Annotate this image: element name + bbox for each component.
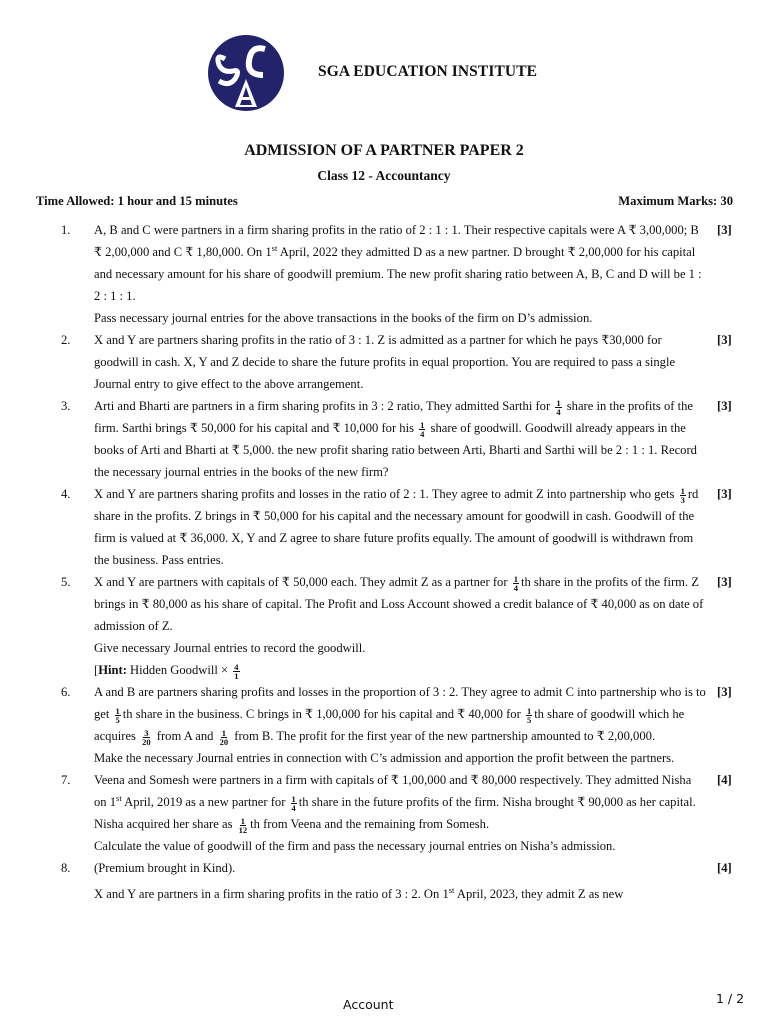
question-heading: (Premium brought in Kind). <box>94 861 236 875</box>
question-text: th share in the profits of the firm. Z brings in ₹ 80,000 as his share of capital. The Profit and Loss Account showed a credit balance of ₹ 40,000 as on date of admission of Z. <box>94 575 704 633</box>
question-number: 1. <box>61 223 71 237</box>
fraction <box>219 729 230 746</box>
question-number: 7. <box>61 773 71 787</box>
question-marks: [3] <box>717 399 732 413</box>
question-text: Arti and Bharti are partners in a firm sharing profits in 3 : 2 ratio, They admitted Sarthi for <box>94 399 551 413</box>
question-text: X and Y are partners sharing profits and losses in the ratio of 2 : 1. They agree to admit Z into partnership who gets <box>94 487 675 501</box>
question-body <box>94 571 706 681</box>
question-marks: [3] <box>717 487 732 501</box>
fraction-denominator: 4 <box>291 802 296 813</box>
fraction <box>141 729 152 746</box>
question-body <box>94 769 706 857</box>
paper-subtitle: Class 12 - Accountancy <box>317 168 451 183</box>
question-text: th share of goodwill which he acquires <box>94 707 685 743</box>
question-number: 5. <box>61 575 71 589</box>
fraction-numerator: 1 <box>420 419 425 430</box>
question-number: 4. <box>61 487 71 501</box>
fraction-numerator: 4 <box>234 661 239 672</box>
maximum-marks: Maximum Marks: 30 <box>618 194 733 208</box>
question-body <box>94 857 706 905</box>
question-5 <box>0 571 768 681</box>
question-text: th from Veena and the remaining from Somesh. <box>250 817 490 831</box>
question-number: 2. <box>61 333 71 347</box>
question-text: Veena and Somesh were partners in a firm with capitals of ₹ 1,00,000 and ₹ 80,000 respectively. They admitted Nisha on 1 <box>94 773 692 809</box>
footer-label: Account <box>343 997 394 1012</box>
fraction <box>680 487 686 504</box>
fraction-denominator: 4 <box>556 406 561 417</box>
fraction-denominator: 4 <box>513 582 518 593</box>
question-text: X and Y are partners in a firm sharing profits in the ratio of 3 : 2. On 1 <box>94 887 449 901</box>
question-4 <box>0 483 768 571</box>
question-marks: [4] <box>717 861 732 875</box>
fraction <box>526 707 532 724</box>
question-instruction: Pass necessary journal entries for the above transactions in the books of the firm on D’s admission. <box>94 311 593 325</box>
question-body <box>94 219 706 329</box>
fraction-numerator: 1 <box>221 727 226 738</box>
question-2 <box>0 329 768 395</box>
institute-name: SGA EDUCATION INSTITUTE <box>318 63 538 80</box>
fraction-numerator: 1 <box>526 705 532 716</box>
fraction-numerator: 1 <box>240 815 246 826</box>
question-text: th share in the business. C brings in ₹ 1,00,000 for his capital and ₹ 40,000 for <box>122 707 521 721</box>
fraction-denominator: 3 <box>680 494 685 505</box>
paper-title: ADMISSION OF A PARTNER PAPER 2 <box>244 142 524 159</box>
fraction-numerator: 1 <box>115 705 120 716</box>
question-marks: [3] <box>717 223 732 237</box>
question-number: 6. <box>61 685 71 699</box>
question-text: share of goodwill. Goodwill already appears in the books of Arti and Bharti at ₹ 5,000. the new profit sharing ratio between Arti, Bharti and Sarthi will be 2 : 1 : 1. Record the necessary journal entries in the books of the new firm? <box>94 421 697 479</box>
question-marks: [3] <box>717 333 732 347</box>
logo-graphic <box>205 35 287 111</box>
hint-text: Hidden Goodwill × <box>126 663 229 677</box>
hint-bracket: [ <box>94 663 99 677</box>
question-text: from A and <box>156 729 214 743</box>
fraction-denominator: 4 <box>420 428 425 439</box>
question-6 <box>0 681 768 769</box>
question-8 <box>0 857 768 905</box>
fraction <box>513 575 519 592</box>
question-text: X and Y are partners with capitals of ₹ 50,000 each. They admit Z as a partner for <box>94 575 508 589</box>
question-text: April, 2019 as a new partner for <box>121 795 286 809</box>
question-text: rd share in the profits. Z brings in ₹ 50,000 for his capital and the necessary amount for goodwill in cash. Goodwill of the firm is valued at ₹ 36,000. X, Y and Z agree to share future profits equally. The amount of goodwill is withdrawn from the business. Pass entries. <box>94 487 699 567</box>
fraction-denominator: 12 <box>238 824 248 835</box>
question-body <box>94 483 706 571</box>
hint-label: Hint: <box>98 663 127 677</box>
fraction-numerator: 1 <box>556 397 561 408</box>
question-number: 3. <box>61 399 71 413</box>
ordinal-suffix: st <box>116 792 122 803</box>
question-text: April, 2022 they admitted D as a new partner. D brought ₹ 2,00,000 for his capital and necessary amount for his share of goodwill premium. The new profit sharing ratio between A, B, C and D will be 1 : 2 : 1 : 1. <box>94 245 702 303</box>
fraction <box>555 399 561 416</box>
fraction-numerator: 3 <box>144 727 149 738</box>
fraction-denominator: 5 <box>115 714 120 725</box>
question-text: share in the profits of the firm. Sarthi brings ₹ 50,000 for his capital and ₹ 10,000 for his <box>94 399 694 435</box>
fraction <box>419 421 425 438</box>
fraction-denominator: 1 <box>234 670 239 681</box>
hint <box>94 659 706 681</box>
fraction <box>238 817 249 834</box>
fraction-denominator: 20 <box>219 736 229 747</box>
time-allowed: Time Allowed: 1 hour and 15 minutes <box>36 194 238 208</box>
question-number: 8. <box>61 861 71 875</box>
fraction-numerator: 1 <box>513 573 518 584</box>
question-text: th share in the future profits of the firm. Nisha brought ₹ 90,000 as her capital. Nisha acquired her share as <box>94 795 696 831</box>
question-body <box>94 329 706 395</box>
fraction-denominator: 20 <box>142 736 151 747</box>
fraction-numerator: 1 <box>291 793 296 804</box>
ordinal-suffix: st <box>448 884 455 895</box>
page-number: 1 / 2 <box>716 991 745 1006</box>
question-instruction: Give necessary Journal entries to record the goodwill. <box>94 641 366 655</box>
question-7 <box>0 769 768 857</box>
question-instruction: Calculate the value of goodwill of the firm and pass the necessary journal entries on Nisha’s admission. <box>94 839 616 853</box>
institute-logo <box>205 35 287 111</box>
question-text: April, 2023, they admit Z as new <box>454 887 624 901</box>
fraction <box>291 795 297 812</box>
question-marks: [4] <box>717 773 732 787</box>
question-marks: [3] <box>717 685 732 699</box>
question-text: A and B are partners sharing profits and losses in the proportion of 3 : 2. They agree to admit C into partnership who is to get <box>94 685 706 721</box>
question-list <box>0 219 768 905</box>
fraction-denominator: 5 <box>526 714 532 725</box>
question-body <box>94 681 706 769</box>
question-marks: [3] <box>717 575 732 589</box>
question-text: from B. The profit for the first year of the new partnership amounted to ₹ 2,00,000. <box>234 729 656 743</box>
fraction-numerator: 1 <box>680 485 685 496</box>
question-text: A, B and C were partners in a firm sharing profits in the ratio of 2 : 1 : 1. Their respective capitals were A ₹ 3,00,000; B ₹ 2,00,000 and C ₹ 1,80,000. On 1 <box>94 223 699 259</box>
question-3 <box>0 395 768 483</box>
question-text: X and Y are partners sharing profits in the ratio of 3 : 1. Z is admitted as a partner for which he pays ₹30,000 for goodwill in cash. X, Y and Z decide to share the future profits in equal proportion. You are required to pass a single Journal entry to give effect to the above arrangement. <box>94 333 676 391</box>
ordinal-suffix: st <box>271 242 278 253</box>
fraction <box>115 707 121 724</box>
fraction <box>233 663 239 680</box>
question-body <box>94 395 706 483</box>
question-1 <box>0 219 768 329</box>
question-instruction: Make the necessary Journal entries in connection with C’s admission and apportion the profit between the partners. <box>94 751 675 765</box>
